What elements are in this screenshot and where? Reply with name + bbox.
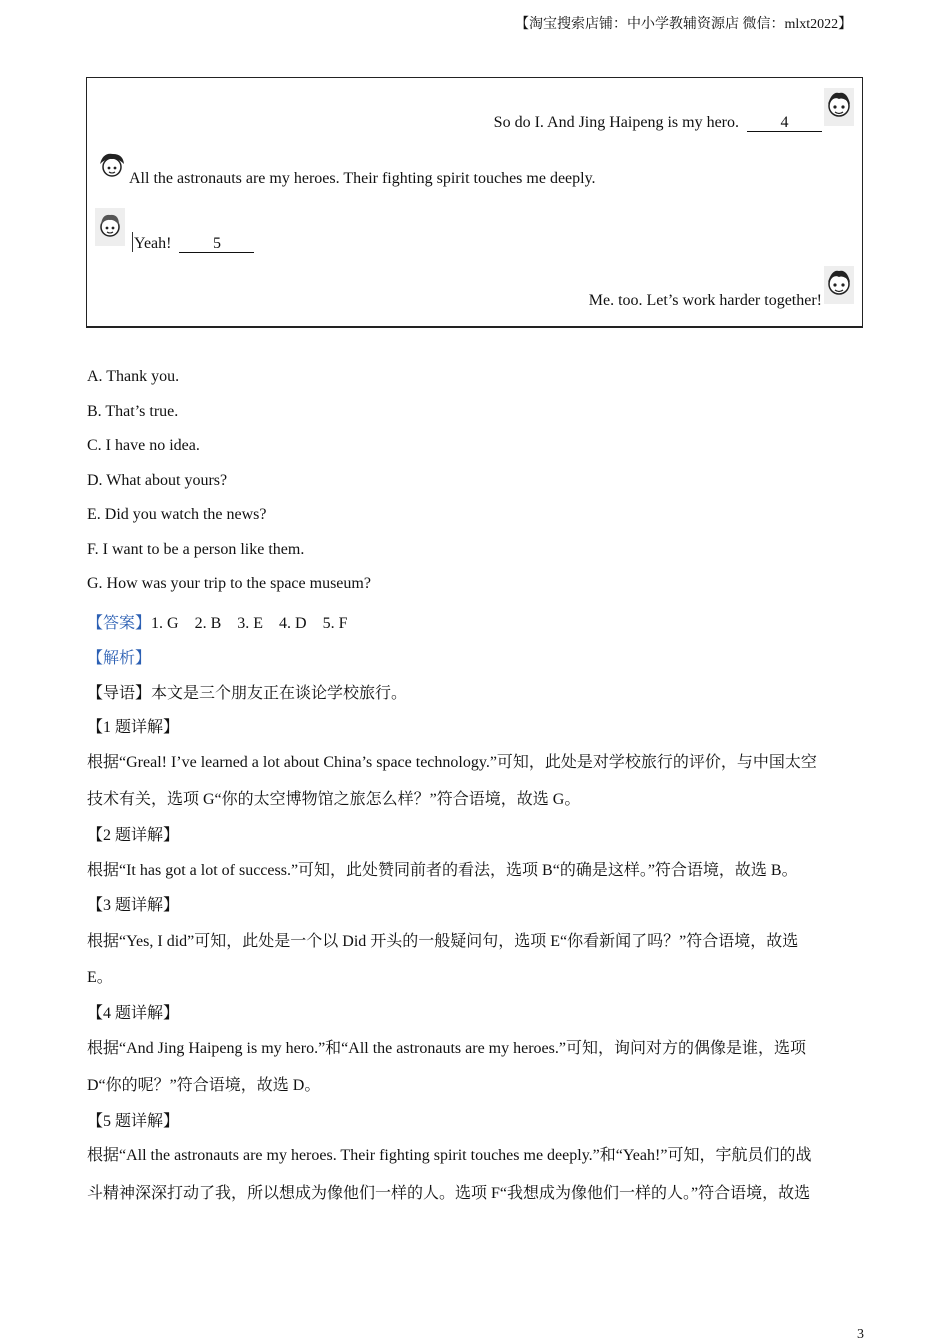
option-b: B. That’s true. (87, 403, 179, 420)
option-d: D. What about yours? (87, 472, 228, 489)
q4-title: 【4 题详解】 (87, 1005, 180, 1022)
option-a: A. Thank you. (87, 368, 180, 385)
q2-line-1: 根据“It has got a lot of success.”可知，此处赞同前者的看法，选项 B“的确是这样。”符合语境，故选 B。 (87, 862, 798, 879)
q1-line-1: 根据“Greal! I’ve learned a lot about China’s space technology.”可知，此处是对学校旅行的评价，与中国太空 (87, 754, 817, 771)
q3-line-1: 根据“Yes, I did”可知，此处是一个以 Did 开头的一般疑问句，选项 E“你看新闻了吗？”符合语境，故选 (87, 933, 799, 950)
dialog-line-3-text: Yeah! (134, 235, 172, 252)
q3-title: 【3 题详解】 (87, 897, 180, 914)
dialog-line-1 (494, 114, 822, 132)
option-g: G. How was your trip to the space museum? (87, 575, 371, 592)
dialog-line-3 (132, 232, 254, 253)
q5-line-1: 根据“All the astronauts are my heroes. Their fighting spirit touches me deeply.”和“Yeah!”可知，宇航员们的战 (87, 1147, 812, 1164)
blank-4: 4 (747, 115, 822, 132)
girl-avatar-icon (97, 150, 127, 188)
q2-title: 【2 题详解】 (87, 827, 180, 844)
blank-5: 5 (179, 236, 254, 253)
option-c: C. I have no idea. (87, 437, 200, 454)
option-f: F. I want to be a person like them. (87, 541, 305, 558)
boy-avatar-icon (824, 88, 854, 126)
boy-avatar-icon-2 (824, 266, 854, 304)
q5-line-2: 斗精神深深打动了我，所以想成为像他们一样的人。选项 F“我想成为像他们一样的人。”符合语境，故选 (87, 1185, 811, 1202)
dialog-box (86, 77, 863, 328)
answer-label: 【答案】 (87, 615, 152, 632)
answer-text: 1. G 2. B 3. E 4. D 5. F (151, 615, 348, 632)
q1-title: 【1 题详解】 (87, 719, 180, 736)
q4-line-2: D“你的呢？”符合语境，故选 D。 (87, 1077, 321, 1094)
q4-line-1: 根据“And Jing Haipeng is my hero.”和“All the astronauts are my heroes.”可知，询问对方的偶像是谁，选项 (87, 1040, 806, 1057)
dialog-line-4: Me. too. Let’s work harder together! (588, 292, 822, 309)
page-number: 3 (857, 1327, 864, 1342)
option-e: E. Did you watch the news? (87, 506, 267, 523)
child-avatar-icon (95, 208, 125, 246)
q1-line-2: 技术有关，选项 G“你的太空博物馆之旅怎么样？”符合语境，故选 G。 (87, 791, 581, 808)
analysis-label: 【解析】 (87, 650, 152, 667)
page-header: 【淘宝搜索店铺：中小学教辅资源店 微信：mlxt2022】 (515, 17, 853, 32)
text-cursor (132, 232, 133, 252)
q3-line-2: E。 (87, 969, 113, 986)
dialog-line-1-text: So do I. And Jing Haipeng is my hero. (493, 114, 739, 131)
dialog-line-2: All the astronauts are my heroes. Their fighting spirit touches me deeply. (129, 170, 596, 187)
answer-line (87, 610, 347, 633)
intro-text: 【导语】本文是三个朋友正在谈论学校旅行。 (87, 685, 408, 702)
q5-title: 【5 题详解】 (87, 1113, 180, 1130)
